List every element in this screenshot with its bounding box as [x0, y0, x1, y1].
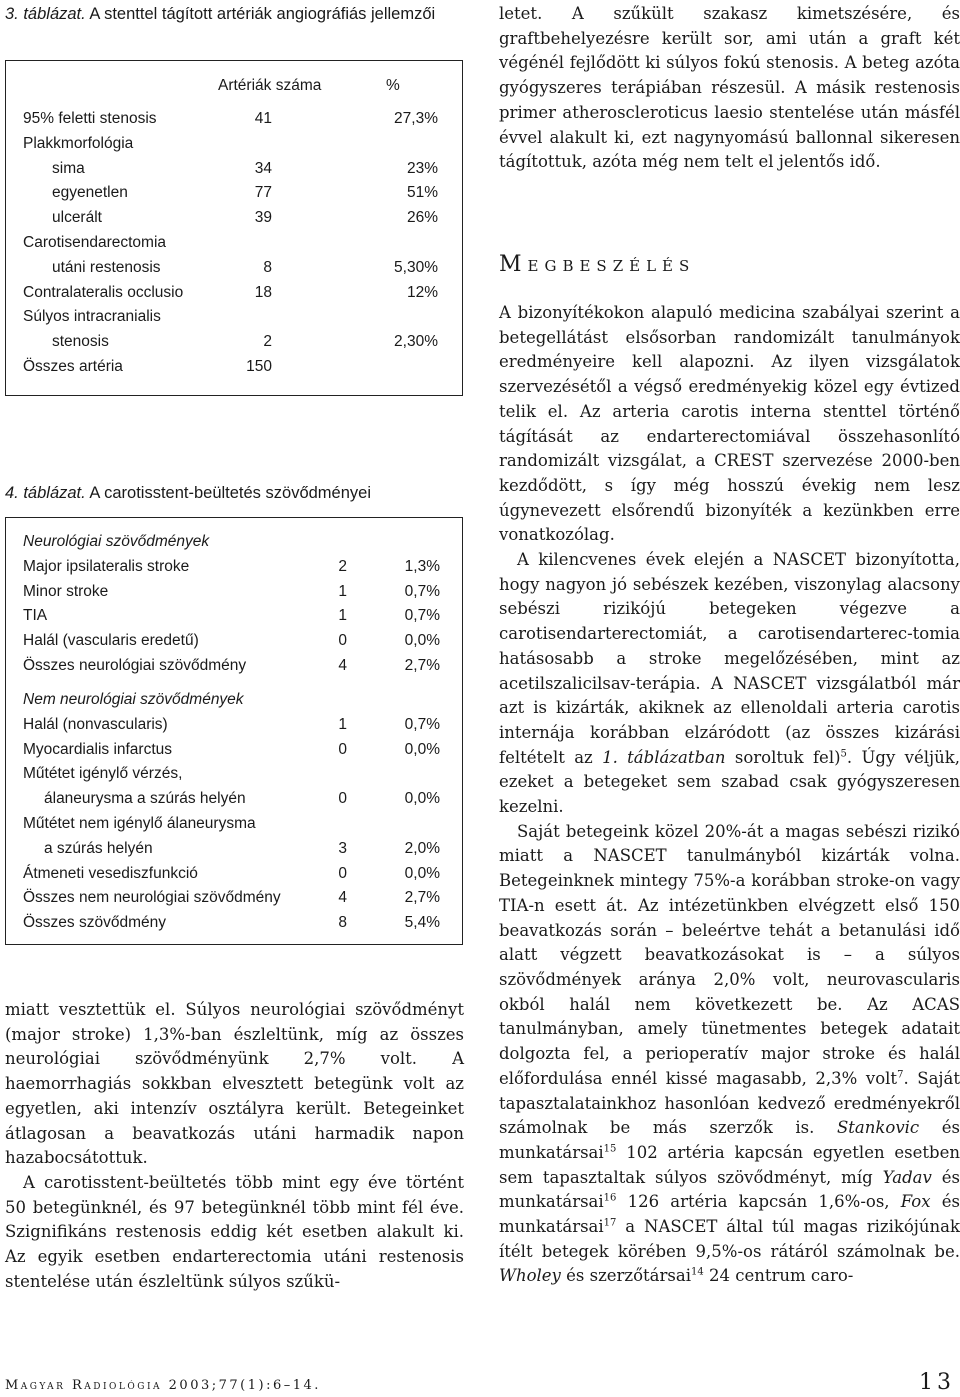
table4-section2-rows	[6, 713, 462, 936]
row-count: 0	[338, 740, 347, 758]
row-label: Összes szövődmény	[23, 914, 166, 932]
author-name: Wholey	[499, 1266, 561, 1286]
row-label: Myocardialis infarctus	[23, 740, 173, 758]
footer-journal-citation: Magyar Radiológia 2003;77(1):6–14.	[5, 1378, 321, 1393]
row-percent: 2,30%	[394, 333, 438, 351]
row-count: 8	[263, 258, 272, 276]
row-percent: 0,7%	[404, 582, 440, 600]
row-count: 0	[338, 632, 347, 650]
row-label: Átmeneti vesediszfunkció	[23, 864, 198, 882]
row-percent: 23%	[406, 159, 438, 177]
text-run: 126 artéria kapcsán 1,6%-os,	[616, 1192, 901, 1212]
row-count: 41	[254, 110, 272, 127]
row-label: 95% feletti stenosis	[23, 110, 157, 127]
paragraph: A bizonyítékokon alapuló medicina szabályai szerint a betegellátást elsősorban randomizált tanulmányok eredményeire kell alapozni. Az ilyen vizsgálatok szervezésétől a végső eredményekig közel egy évtized telik el. Az arteria carotis interna stenttel történő tágítását az endarterectomiával összehasonlító randomizált vizsgálat, a CREST szervezése 2000-ben kezdődött, s így még hosszú évekig nem lesz úgynevezett elsőrendű bizonyíték a kezünkben erre vonatkozólag.	[499, 303, 960, 545]
row-label: egyenetlen	[52, 184, 128, 202]
paragraph: A carotisstent-beültetés több mint egy éve történt 50 betegünknél, és 97 betegünknél több mint fél éve. Szignifikáns restenosis eddig két esetben alakult ki. Az egyik esetben endarterectomia utáni restenosis stentelése után észleltünk súlyos szűkü-	[5, 1172, 464, 1291]
row-percent: 5,4%	[404, 914, 440, 932]
text-run: 102 artéria kapcsán egyetlen esetben sem tapasztaltak súlyos szövődményt, míg	[499, 1142, 960, 1187]
table-row	[6, 812, 462, 837]
row-label: Plakkmorfológia	[23, 134, 134, 152]
citation: 16	[603, 1192, 617, 1204]
row-count: 0	[338, 790, 347, 808]
table-row	[6, 738, 462, 763]
table-row	[6, 132, 462, 157]
row-count: 77	[254, 184, 272, 202]
table-row	[6, 862, 462, 887]
row-count: 18	[254, 283, 272, 301]
row-label: TIA	[23, 607, 48, 625]
table-row	[6, 181, 462, 206]
citation: 5	[840, 748, 847, 760]
table-row	[6, 580, 462, 605]
table3-header-percent: %	[386, 77, 400, 94]
table-row	[6, 837, 462, 862]
author-name: Fox	[900, 1192, 931, 1212]
table-row	[6, 713, 462, 738]
table4-section-neurological	[6, 530, 462, 679]
table-row	[6, 231, 462, 256]
author-name: Stankovic	[837, 1118, 920, 1138]
row-percent: 0,7%	[404, 715, 440, 733]
citation: 15	[603, 1143, 617, 1155]
text-run: és munkatársai	[499, 1167, 960, 1212]
row-label: a szúrás helyén	[44, 839, 153, 857]
table-row	[6, 604, 462, 629]
row-percent: 1,3%	[404, 557, 440, 575]
row-label: Műtétet nem igénylő álaneurysma	[23, 814, 256, 832]
table3-caption-text: A stenttel tágított artériák angiográfiás jellemzői	[89, 5, 436, 23]
table-row	[6, 555, 462, 580]
text-run: a NASCET által túl magas rizikójúnak ítélt betegek körében 9,5%-os rátáról számolnak be.	[499, 1217, 960, 1261]
table4-section-non-neurological	[6, 688, 462, 936]
citation: 14	[691, 1266, 704, 1278]
row-label: Minor stroke	[23, 582, 109, 600]
author-name: Yadav	[882, 1167, 932, 1187]
page-number: 13	[919, 1370, 955, 1395]
row-percent: 12%	[406, 283, 438, 301]
row-label: Halál (vascularis eredetű)	[23, 632, 199, 650]
row-percent: 0,0%	[404, 790, 440, 808]
row-percent: 2,7%	[404, 656, 440, 674]
row-label: Carotisendarectomia	[23, 233, 167, 251]
table-row	[6, 911, 462, 936]
left-body-text	[5, 998, 464, 1294]
table4-section-heading	[6, 688, 462, 713]
row-count: 0	[338, 864, 347, 882]
table3	[5, 60, 463, 396]
row-count: 34	[254, 159, 272, 177]
text-run: és munkatársai	[499, 1118, 960, 1162]
row-count: 8	[338, 914, 347, 932]
row-count: 1	[338, 607, 347, 625]
row-label: álaneurysma a szúrás helyén	[44, 790, 246, 808]
table-row	[6, 654, 462, 679]
text-run: és szerzőtársai	[560, 1266, 691, 1286]
row-count: 3	[338, 839, 347, 857]
row-count: 39	[254, 209, 272, 227]
paragraph	[499, 820, 960, 1289]
row-percent: 2,0%	[404, 839, 440, 857]
text-run: soroltuk fel)	[725, 747, 841, 767]
table-reference: 1. táblázatban	[602, 747, 726, 767]
table4	[5, 517, 463, 945]
table4-caption	[5, 481, 467, 505]
row-label: ulcerált	[52, 209, 102, 227]
row-label: Halál (nonvascularis)	[23, 715, 168, 733]
row-percent: 51%	[406, 184, 438, 202]
row-percent: 5,30%	[394, 258, 438, 276]
table4-section1-rows	[6, 555, 462, 679]
row-label: Összes nem neurológiai szövődmény	[23, 889, 281, 907]
row-percent: 0,0%	[404, 864, 440, 882]
row-count: 1	[338, 582, 347, 600]
table3-header	[6, 77, 462, 101]
row-count: 4	[338, 656, 347, 674]
table-row	[6, 281, 462, 306]
row-percent: 2,7%	[404, 889, 440, 907]
table3-body	[6, 107, 462, 380]
text-run: és munkatársai	[499, 1192, 960, 1237]
table-row	[6, 629, 462, 654]
row-percent: 0,0%	[404, 632, 440, 650]
row-count: 2	[263, 333, 272, 351]
paragraph: miatt vesztettük el. Súlyos neurológiai szövődményt (major stroke) 1,3%-ban észleltünk, míg az összes neurológiai szövődményünk 2,7% volt. A haemorrhagiás sokkban elvesztett betegünk volt az egyetlen, aki intenzív osztályra került. Betegeinket átlagosan a beavatkozás utáni harmadik napon hazabocsátottuk.	[5, 1000, 464, 1168]
table3-header-count: Artériák száma	[218, 77, 322, 94]
row-label: Major ipsilateralis stroke	[23, 557, 190, 575]
text-run: A kilencvenes évek elején a NASCET bizonyította, hogy nagyon jó sebészek kezében, viszonylag alacsony sebészi rizikójú betegeken végezve a carotisendarterectomiát, a carotisendarterec-tomia hatásosabb a stroke megelőzésében, mint az acetilszalicilsav-terápia. A NASCET vizsgálatból már azt is kizárták, akiknek az ellenoldali arteria carotis internája korábban elzáródott (az összes kizárási feltételt az	[499, 550, 960, 767]
table-row	[6, 256, 462, 281]
table-row	[6, 206, 462, 231]
right-body-text-top	[499, 2, 960, 175]
citation: 17	[603, 1217, 617, 1229]
row-percent: 0,7%	[404, 607, 440, 625]
table-row	[6, 305, 462, 330]
row-percent: 0,0%	[404, 740, 440, 758]
table3-caption-label: 3. táblázat.	[5, 5, 86, 23]
table3-caption	[5, 2, 467, 26]
table4-caption-text: A carotisstent-beültetés szövődményei	[89, 484, 371, 502]
row-label: Összes neurológiai szövődmény	[23, 656, 247, 674]
table-row	[6, 157, 462, 182]
table4-section-heading	[6, 530, 462, 555]
section-heading-text: Neurológiai szövődmények	[23, 533, 210, 550]
table-row	[6, 355, 462, 380]
row-percent: 26%	[406, 209, 438, 227]
section-heading-text: Nem neurológiai szövődmények	[23, 691, 244, 708]
text-run: . Úgy véljük, ezeket a betegeket sem szabad csak gyógyszeresen kezelni.	[499, 747, 960, 817]
row-count: 4	[338, 889, 347, 907]
row-label: Műtétet igénylő vérzés,	[23, 765, 183, 783]
row-count: 150	[246, 357, 272, 375]
row-percent: 27,3%	[394, 110, 438, 127]
text-run: . Saját tapasztalatainkhoz hasonlóan kedvező eredményekről számolnak be más szerzők is.	[499, 1068, 960, 1138]
citation: 7	[897, 1069, 904, 1081]
table-row	[6, 107, 462, 132]
table-row	[6, 762, 462, 787]
right-body-text-main	[499, 301, 960, 1289]
paragraph	[499, 548, 960, 820]
text-run: Saját betegeink közel 20%-át a magas sebészi rizikó miatt a NASCET tanulmányból kizárták volna. Betegeinknek mintegy 75%-a korábban stroke-on vagy TIA-n esett át. Az intézetünkben elvégzett első 150 beavatkozás során – beleértve tehát a betanulási idő alatt végzett beavatkozásokat is – a súlyos szövődmények aránya 2,0% volt, neurovascularis okból halál nem következett be. Az ACAS tanulmányban, amely tünetmentes betegek adatait dolgozta fel, a perioperatív major stroke és halál előfordulása ennél kissé magasabb, 2,3% volt	[499, 821, 960, 1088]
paragraph: letet. A szűkült szakasz kimetszésére, és graftbehelyezésre került sor, ami után a graft két végénél fejlődött ki súlyos fokú stenosis. A beteg azóta gyógyszeres terápiában részesül. A másik restenosis primer atheroscleroticus laesio stentelése után másfél évvel alakult ki, ezt nagynyomású ballonnal sikeresen tágítottuk, azóta még nem telt el jelentős idő.	[499, 4, 960, 172]
row-label: utáni restenosis	[52, 258, 161, 276]
row-label: Súlyos intracranialis	[23, 308, 161, 326]
row-count: 2	[338, 557, 347, 575]
table-row	[6, 787, 462, 812]
section-heading-discussion: Megbeszélés	[499, 252, 696, 277]
row-label: stenosis	[52, 333, 109, 351]
row-label: sima	[52, 159, 85, 177]
row-count: 1	[338, 715, 347, 733]
row-label: Contralateralis occlusio	[23, 283, 184, 301]
text-run: 24 centrum caro-	[703, 1266, 854, 1286]
row-label: Összes artéria	[23, 357, 123, 375]
table-row	[6, 886, 462, 911]
table-row	[6, 330, 462, 355]
table4-caption-label: 4. táblázat.	[5, 484, 86, 502]
